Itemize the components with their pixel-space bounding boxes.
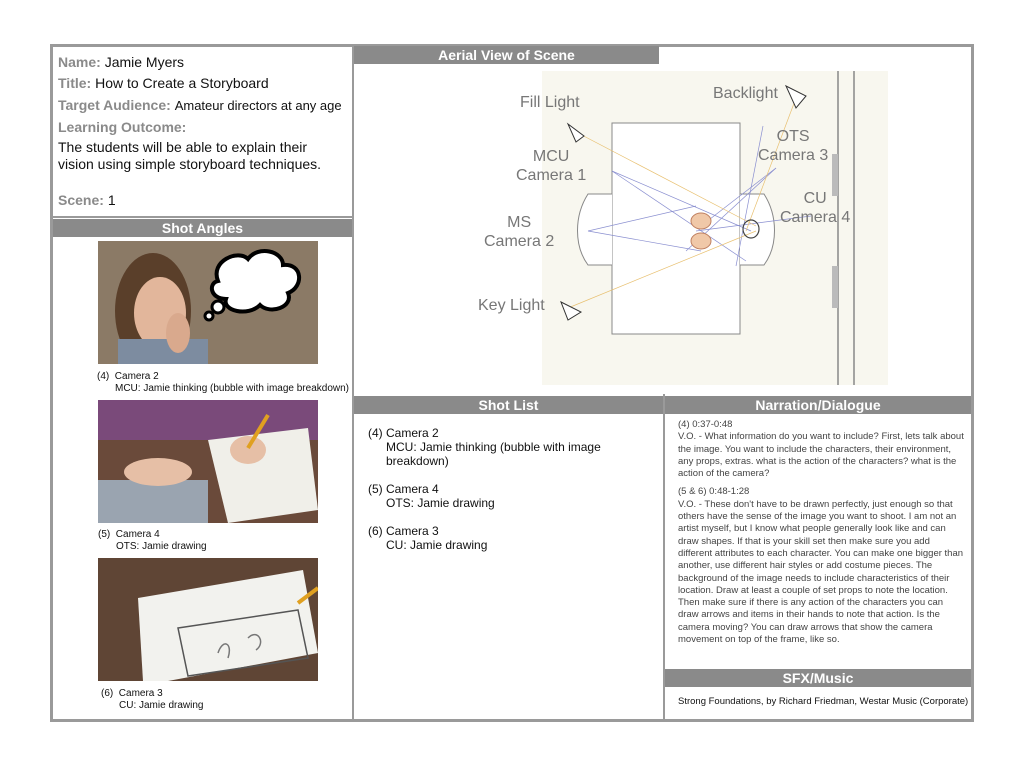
shot-angles-header: Shot Angles	[53, 219, 352, 237]
shot-caption-6	[101, 688, 203, 712]
shot-6-camera: Camera 3	[118, 688, 163, 699]
ms-label: MS	[507, 214, 532, 231]
name-value: Jamie Myers	[104, 54, 185, 70]
aerial-diagram	[356, 66, 968, 392]
narration-text-2: V.O. - These don't have to be drawn perfectly, just enough so that others have the sense of the image you want to shoot. I am not an artist myself, but I know what people generally look like and can draw shapes. If that is your skill set then make sure you add different attributes to each character. You can make one bigger than another, use different hair styles or add costume pieces. The background of the image needs to include characteristics of their location. Draw at least a couple of set props to note the location. Then make sure if there is any action of the characters you can draw arrows and items in their hands to note that action. Is the camera moving? You can draw arrows that show the camera movement on top of the frame, like so.	[678, 498, 964, 646]
shot-list-head: (4) Camera 2	[368, 426, 439, 440]
mcu-label: MCU	[532, 148, 570, 165]
camera-1-label: Camera 1	[516, 167, 587, 184]
sfx-text: Strong Foundations, by Richard Friedman, Westar Music (Corporate)	[678, 696, 969, 707]
ots-label: OTS	[776, 128, 810, 145]
ots-photo-art	[98, 400, 318, 523]
aerial-view-header: Aerial View of Scene	[354, 46, 659, 64]
shot-5-desc: OTS: Jamie drawing	[116, 541, 207, 552]
shot-6-desc: CU: Jamie drawing	[119, 700, 204, 711]
cu-photo-art	[98, 558, 318, 681]
shot-caption-5	[98, 529, 207, 553]
cu-label: CU	[803, 190, 827, 207]
shot-list-head: (6) Camera 3	[368, 524, 439, 538]
sfx-header: SFX/Music	[665, 669, 971, 687]
narration-text-1: V.O. - What information do you want to include? First, lets talk about the image. You want to include the characters, their environment, any props, extras. what is the action of the characters? what is the action of the camera?	[678, 431, 964, 480]
divider-info	[50, 216, 354, 218]
label-key-light: Key Light	[478, 297, 545, 314]
shot-photo-ots-drawing	[98, 400, 318, 523]
label-ots-camera-3	[758, 127, 828, 165]
shot-4-desc: MCU: Jamie thinking (bubble with image breakdown)	[115, 383, 349, 394]
shot-list-item	[368, 524, 648, 552]
shot-caption-4	[97, 371, 349, 395]
shot-list-desc: CU: Jamie drawing	[386, 538, 488, 552]
shot-6-num: (6)	[101, 688, 114, 699]
narration-header: Narration/Dialogue	[665, 396, 971, 414]
label-mcu-camera-1	[516, 147, 586, 185]
narration-time-2: (5 & 6) 0:48-1:28	[678, 486, 750, 498]
label-ms-camera-2	[484, 213, 554, 251]
title-label: Title:	[58, 75, 92, 91]
thinking-photo-art	[98, 241, 318, 364]
scene-label: Scene:	[58, 192, 104, 208]
shot-5-num: (5)	[98, 529, 111, 540]
narration-text	[678, 419, 964, 652]
camera-3-label: Camera 3	[758, 147, 829, 164]
shot-list-desc-cont: breakdown)	[386, 454, 449, 468]
shot-5-camera: Camera 4	[115, 529, 160, 540]
label-fill-light: Fill Light	[520, 94, 580, 111]
shot-list	[368, 426, 648, 566]
title-value: How to Create a Storyboard	[95, 75, 269, 91]
label-cu-camera-4	[780, 189, 850, 227]
audience-value: Amateur directors at any age	[174, 98, 342, 113]
shot-4-camera: Camera 2	[114, 371, 159, 382]
shot-list-desc: MCU: Jamie thinking (bubble with image	[386, 440, 601, 454]
narration-time-1: (4) 0:37-0:48	[678, 419, 733, 430]
shot-photo-cu-drawing	[98, 558, 318, 681]
outcome-label: Learning Outcome:	[58, 119, 187, 135]
camera-2-label: Camera 2	[484, 233, 555, 250]
shot-list-desc: OTS: Jamie drawing	[386, 496, 495, 510]
shot-list-head: (5) Camera 4	[368, 482, 439, 496]
scene-value: 1	[107, 192, 116, 208]
shot-list-item	[368, 426, 648, 468]
shot-list-header: Shot List	[354, 396, 663, 414]
divider-left-column	[352, 44, 354, 722]
shot-photo-thinking	[98, 241, 318, 364]
shot-4-num: (4)	[97, 371, 110, 382]
audience-label: Target Audience:	[58, 97, 171, 113]
outcome-line-2: vision using simple storyboard techniques.	[58, 156, 322, 172]
outcome-line-1: The students will be able to explain their	[58, 139, 308, 155]
label-backlight: Backlight	[713, 85, 778, 102]
aerial-diagram-svg	[356, 66, 968, 392]
camera-4-label: Camera 4	[780, 209, 851, 226]
name-label: Name:	[58, 54, 101, 70]
shot-list-item	[368, 482, 648, 510]
